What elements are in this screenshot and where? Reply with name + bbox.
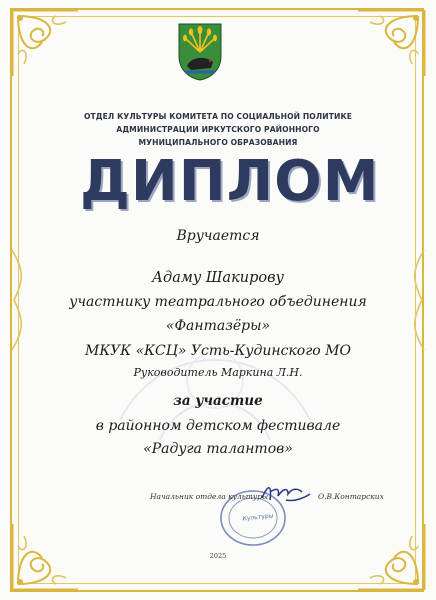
organization-line: МУНИЦИПАЛЬНОГО ОБРАЗОВАНИЯ xyxy=(138,138,298,147)
organization-line: АДМИНИСТРАЦИИ ИРКУТСКОГО РАЙОННОГО xyxy=(116,125,320,134)
recipient-name: Адаму Шакирову xyxy=(152,270,284,286)
side-ornament xyxy=(8,250,28,350)
institution-name: МКУК «КСЦ» Усть-Кудинского МО xyxy=(85,343,351,359)
presented-to-label: Вручается xyxy=(176,228,260,244)
organization-line: ОТДЕЛ КУЛЬТУРЫ КОМИТЕТА ПО СОЦИАЛЬНОЙ ПОЛИТИКЕ xyxy=(83,112,353,121)
group-leader: Руководитель Маркина Л.Н. xyxy=(133,366,303,379)
organization-header xyxy=(60,110,376,149)
award-reason: за участие xyxy=(173,393,263,409)
diploma-title: ДИПЛОМ xyxy=(80,149,380,214)
coat-of-arms-icon xyxy=(177,22,223,82)
corner-ornament xyxy=(8,6,92,90)
signatory-name: О.В.Контарских xyxy=(318,492,384,501)
corner-ornament xyxy=(344,510,428,594)
handwritten-signature xyxy=(258,480,314,506)
event-name: «Радуга талантов» xyxy=(143,441,293,457)
corner-ornament xyxy=(8,510,92,594)
stamp-label: Культуры xyxy=(242,512,274,523)
group-name: «Фантазёры» xyxy=(165,318,271,334)
corner-ornament xyxy=(344,6,428,90)
year-label: 2025 xyxy=(209,552,227,560)
event-description: в районном детском фестивале xyxy=(95,418,341,434)
signatory-title: Начальник отдела культуры xyxy=(150,492,269,501)
recipient-role: участнику театрального объединения xyxy=(69,294,367,310)
side-ornament xyxy=(408,250,428,350)
